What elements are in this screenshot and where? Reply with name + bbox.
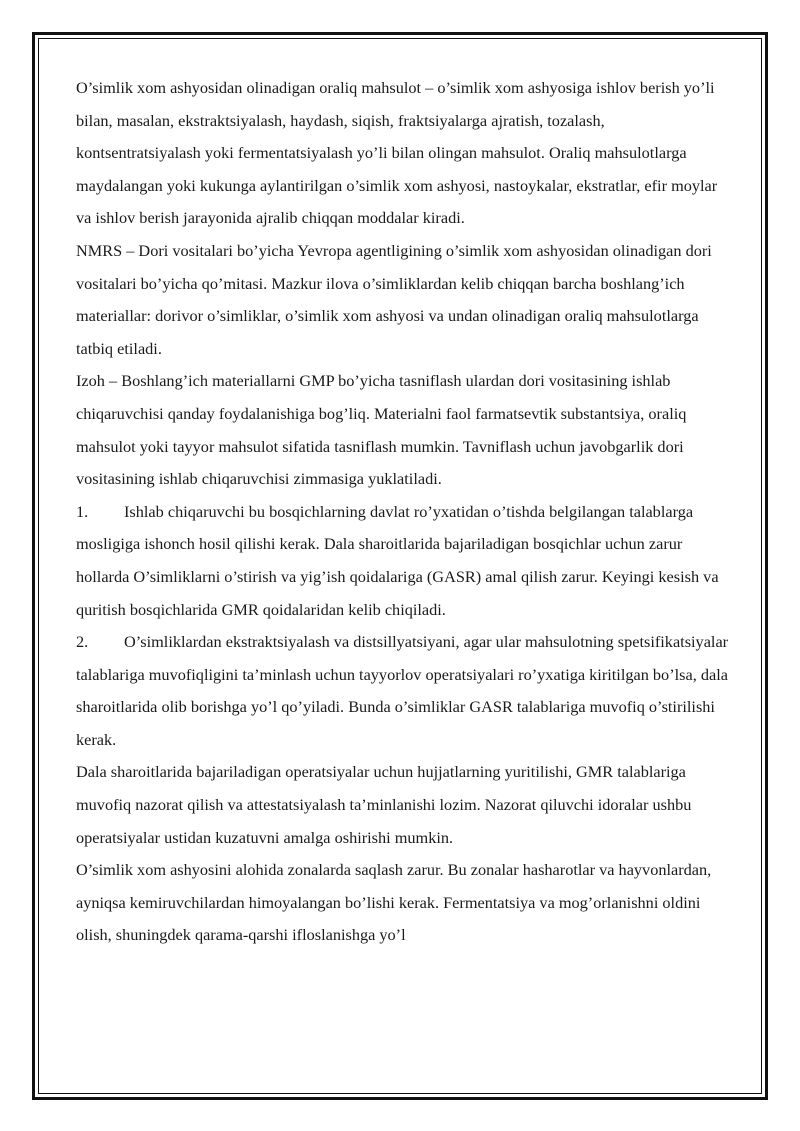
list-number: 2. [76,632,89,652]
paragraph-field-operations: Dala sharoitlarida bajariladigan operatsiyalar uchun hujjatlarning yuritilishi, GMR talablariga muvofiq nazorat qilish va attestatsiyalash ta’minlanishi lozim. Nazorat qiluvchi idoralar ushbu operatsiyalar ustidan kuzatuvni amalga oshirishi mumkin. [76,762,692,847]
paragraph-note: Izoh – Boshlang’ich materiallarni GMP bo’yicha tasniflash ulardan dori vositasining ishlab chiqaruvchisi qanday foydalanishiga bog’liq. Materialni faol farmatsevtik substantsiya, oraliq mahsulot yoki tayyor mahsulot sifatida tasniflash mumkin. Tavniflash uchun javobgarlik dori vositasining ishlab chiqaruvchisi zimmasiga yuklatiladi. [76,371,687,489]
paragraph-nmrs: NMRS – Dori vositalari bo’yicha Yevropa agentligining o’simlik xom ashyosidan olinadigan dori vositalari bo’yicha qo’mitasi. Mazkur ilova o’simliklardan kelib chiqqan barcha boshlang’ich materiallar: dorivor o’simliklar, o’simlik xom ashyosi va undan olinadigan oraliq mahsulotlarga tatbiq etiladi. [76,240,712,358]
list-item [76,496,730,626]
list-item [76,626,730,756]
list-text: O’simliklardan ekstraktsiyalash va distsillyatsiyani, agar ular mahsulotning spetsifikatsiyalar talablariga muvofiqligini ta’minlash uchun tayyorlov operatsiyalari ro’yxatiga kiritilgan bo’lsa, dala sharoitlarida olib borishga yo’l qo’yiladi. Bunda o’simliklar GASR talablariga muvofiq o’stirilishi kerak. [76,632,729,749]
list-number: 1. [76,501,89,521]
paragraph-storage: O’simlik xom ashyosini alohida zonalarda saqlash zarur. Bu zonalar hasharotlar va hayvonlardan, ayniqsa kemiruvchilardan himoyalangan bo’lishi kerak. Fermentatsiya va mog’orlanishni oldini olish, shuningdek qarama-qarshi ifloslanishga yo’l [76,860,712,945]
list-text: Ishlab chiqaruvchi bu bosqichlarning davlat ro’yxatidan o’tishda belgilangan talablarga mosligiga ishonch hosil qilishi kerak. Dala sharoitlarida bajariladigan bosqichlar uchun zarur hollarda O’simliklarni o’stirish va yig’ish qoidalariga (GASR) amal qilish zarur. Keyingi kesish va quritish bosqichlarida GMR qoidalaridan kelib chiqiladi. [76,501,719,619]
document-body [76,72,730,952]
paragraph-intermediate-product: O’simlik xom ashyosidan olinadigan oraliq mahsulot – o’simlik xom ashyosiga ishlov berish yo’li bilan, masalan, ekstraktsiyalash, haydash, siqish, fraktsiyalarga ajratish, tozalash, kontsentratsiyalash yoki fermentatsiyalash yo’li bilan olingan mahsulot. Oraliq mahsulotlarga maydalangan yoki kukunga aylantirilgan o’simlik xom ashyosi, nastoykalar, ekstratlar, efir moylar va ishlov berish jarayonida ajralib chiqqan moddalar kiradi. [76,78,718,228]
